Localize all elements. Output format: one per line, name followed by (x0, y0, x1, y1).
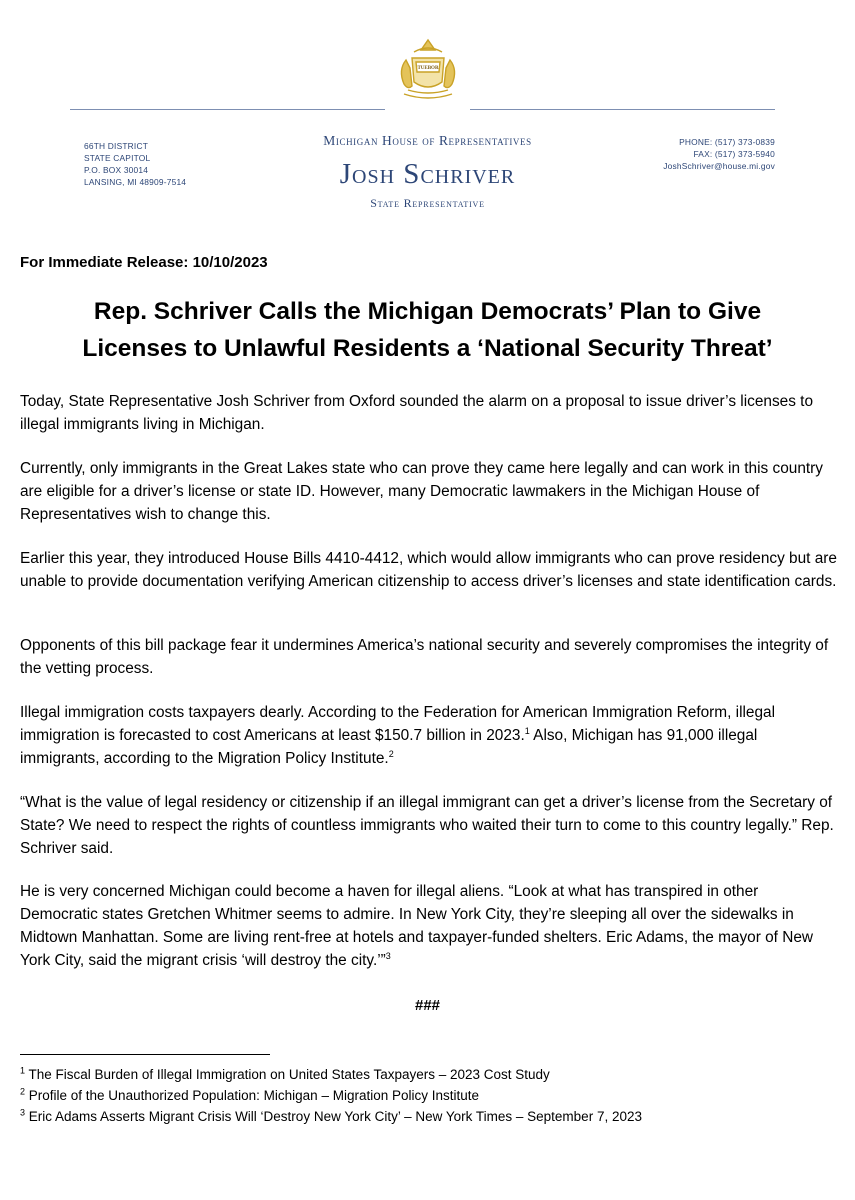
letterhead-rule-left (70, 109, 385, 110)
representative-name: Josh Schriver (339, 158, 516, 190)
paragraph (20, 701, 840, 770)
headline (20, 293, 835, 367)
end-mark: ### (414, 997, 441, 1014)
footnote-ref[interactable]: 3 (385, 950, 391, 961)
paragraph: Earlier this year, they introduced House Bills 4410-4412, which would allow immigrants who can prove residency but are unable to provide documentation verifying American citizenship to access driver’s licenses and state identification cards. (20, 550, 837, 590)
footnote-text: The Fiscal Burden of Illegal Immigration on United States Taxpayers – 2023 Cost Study (25, 1067, 550, 1082)
paragraph: Opponents of this bill package fear it undermines America’s national security and severely compromises the integrity of the vetting process. (20, 637, 829, 677)
paragraph-text: Also, Michigan has 91,000 illegal immigrants, according to the Migration Policy Institute. (20, 727, 758, 767)
footnote-number: 3 (20, 1107, 26, 1118)
footnote-number: 2 (20, 1086, 26, 1097)
chamber-name: Michigan House of Representatives (323, 133, 532, 148)
letterhead-rule-right (470, 109, 775, 110)
footnote-text: Eric Adams Asserts Migrant Crisis Will ‘Destroy New York City’ – New York Times – September 7, 2023 (25, 1109, 642, 1124)
quote-paragraph: “What is the value of legal residency or citizenship if an illegal immigrant can get a driver’s license from the Secretary of State? We need to respect the rights of countless immigrants who waited their turn to come to this country legally.” Rep. Schriver said. (20, 794, 834, 857)
headline-line: Licenses to Unlawful Residents a ‘National Security Threat’ (82, 335, 773, 362)
paragraph-text: Illegal immigration costs taxpayers dearly. According to the Federation for American Immigration Reform, illegal immigration is forecasted to cost Americans at least $150.7 billion in 2023. (20, 704, 776, 744)
paragraph-text: He is very concerned Michigan could become a haven for illegal aliens. “Look at what has transpired in other Democratic states Gretchen Whitmer seems to admire. In New York City, they’re sleeping all over the sidewalks in Midtown Manhattan. Some are living rent-free at hotels and taxpayer-funded shelters. Eric Adams, the mayor of New York City, said the migrant crisis ‘will destroy the city.’” (20, 883, 814, 969)
footnote-number: 1 (20, 1065, 26, 1076)
phone-line: PHONE: (517) 373-0839 (679, 137, 775, 147)
letterhead (0, 0, 855, 240)
paragraph (20, 880, 840, 972)
address-line: LANSING, MI 48909-7514 (84, 177, 187, 187)
address-line: 66TH DISTRICT (84, 141, 149, 151)
footnote-ref[interactable]: 2 (388, 748, 394, 759)
headline-line: Rep. Schriver Calls the Michigan Democrats’ Plan to Give (93, 298, 762, 325)
footnote (20, 1066, 550, 1084)
paragraph: Today, State Representative Josh Schriver from Oxford sounded the alarm on a proposal to issue driver’s licenses to illegal immigrants living in Michigan. (20, 393, 814, 433)
fax-line: FAX: (517) 373-5940 (693, 149, 775, 159)
paragraph: Currently, only immigrants in the Great Lakes state who can prove they came here legally and can work in this country are eligible for a driver’s license or state ID. However, many Democratic lawmakers in the Michigan House of Representatives wish to change this. (20, 460, 823, 523)
footnote-divider (20, 1054, 270, 1055)
representative-title: State Representative (370, 196, 485, 210)
footnote (20, 1108, 642, 1126)
contact-info (560, 136, 775, 172)
footnote (20, 1087, 479, 1105)
address-line: STATE CAPITOL (84, 153, 151, 163)
address-line: P.O. BOX 30014 (84, 165, 149, 175)
footnote-ref[interactable]: 1 (524, 725, 530, 736)
seal-motto: TUEBOR (417, 66, 439, 71)
release-date: For Immediate Release: 10/10/2023 (20, 254, 268, 271)
office-address (84, 140, 274, 188)
footnote-text: Profile of the Unauthorized Population: Michigan – Migration Policy Institute (25, 1088, 480, 1103)
michigan-seal-icon (388, 38, 468, 110)
email-link[interactable]: JoshSchriver@house.mi.gov (663, 161, 775, 171)
